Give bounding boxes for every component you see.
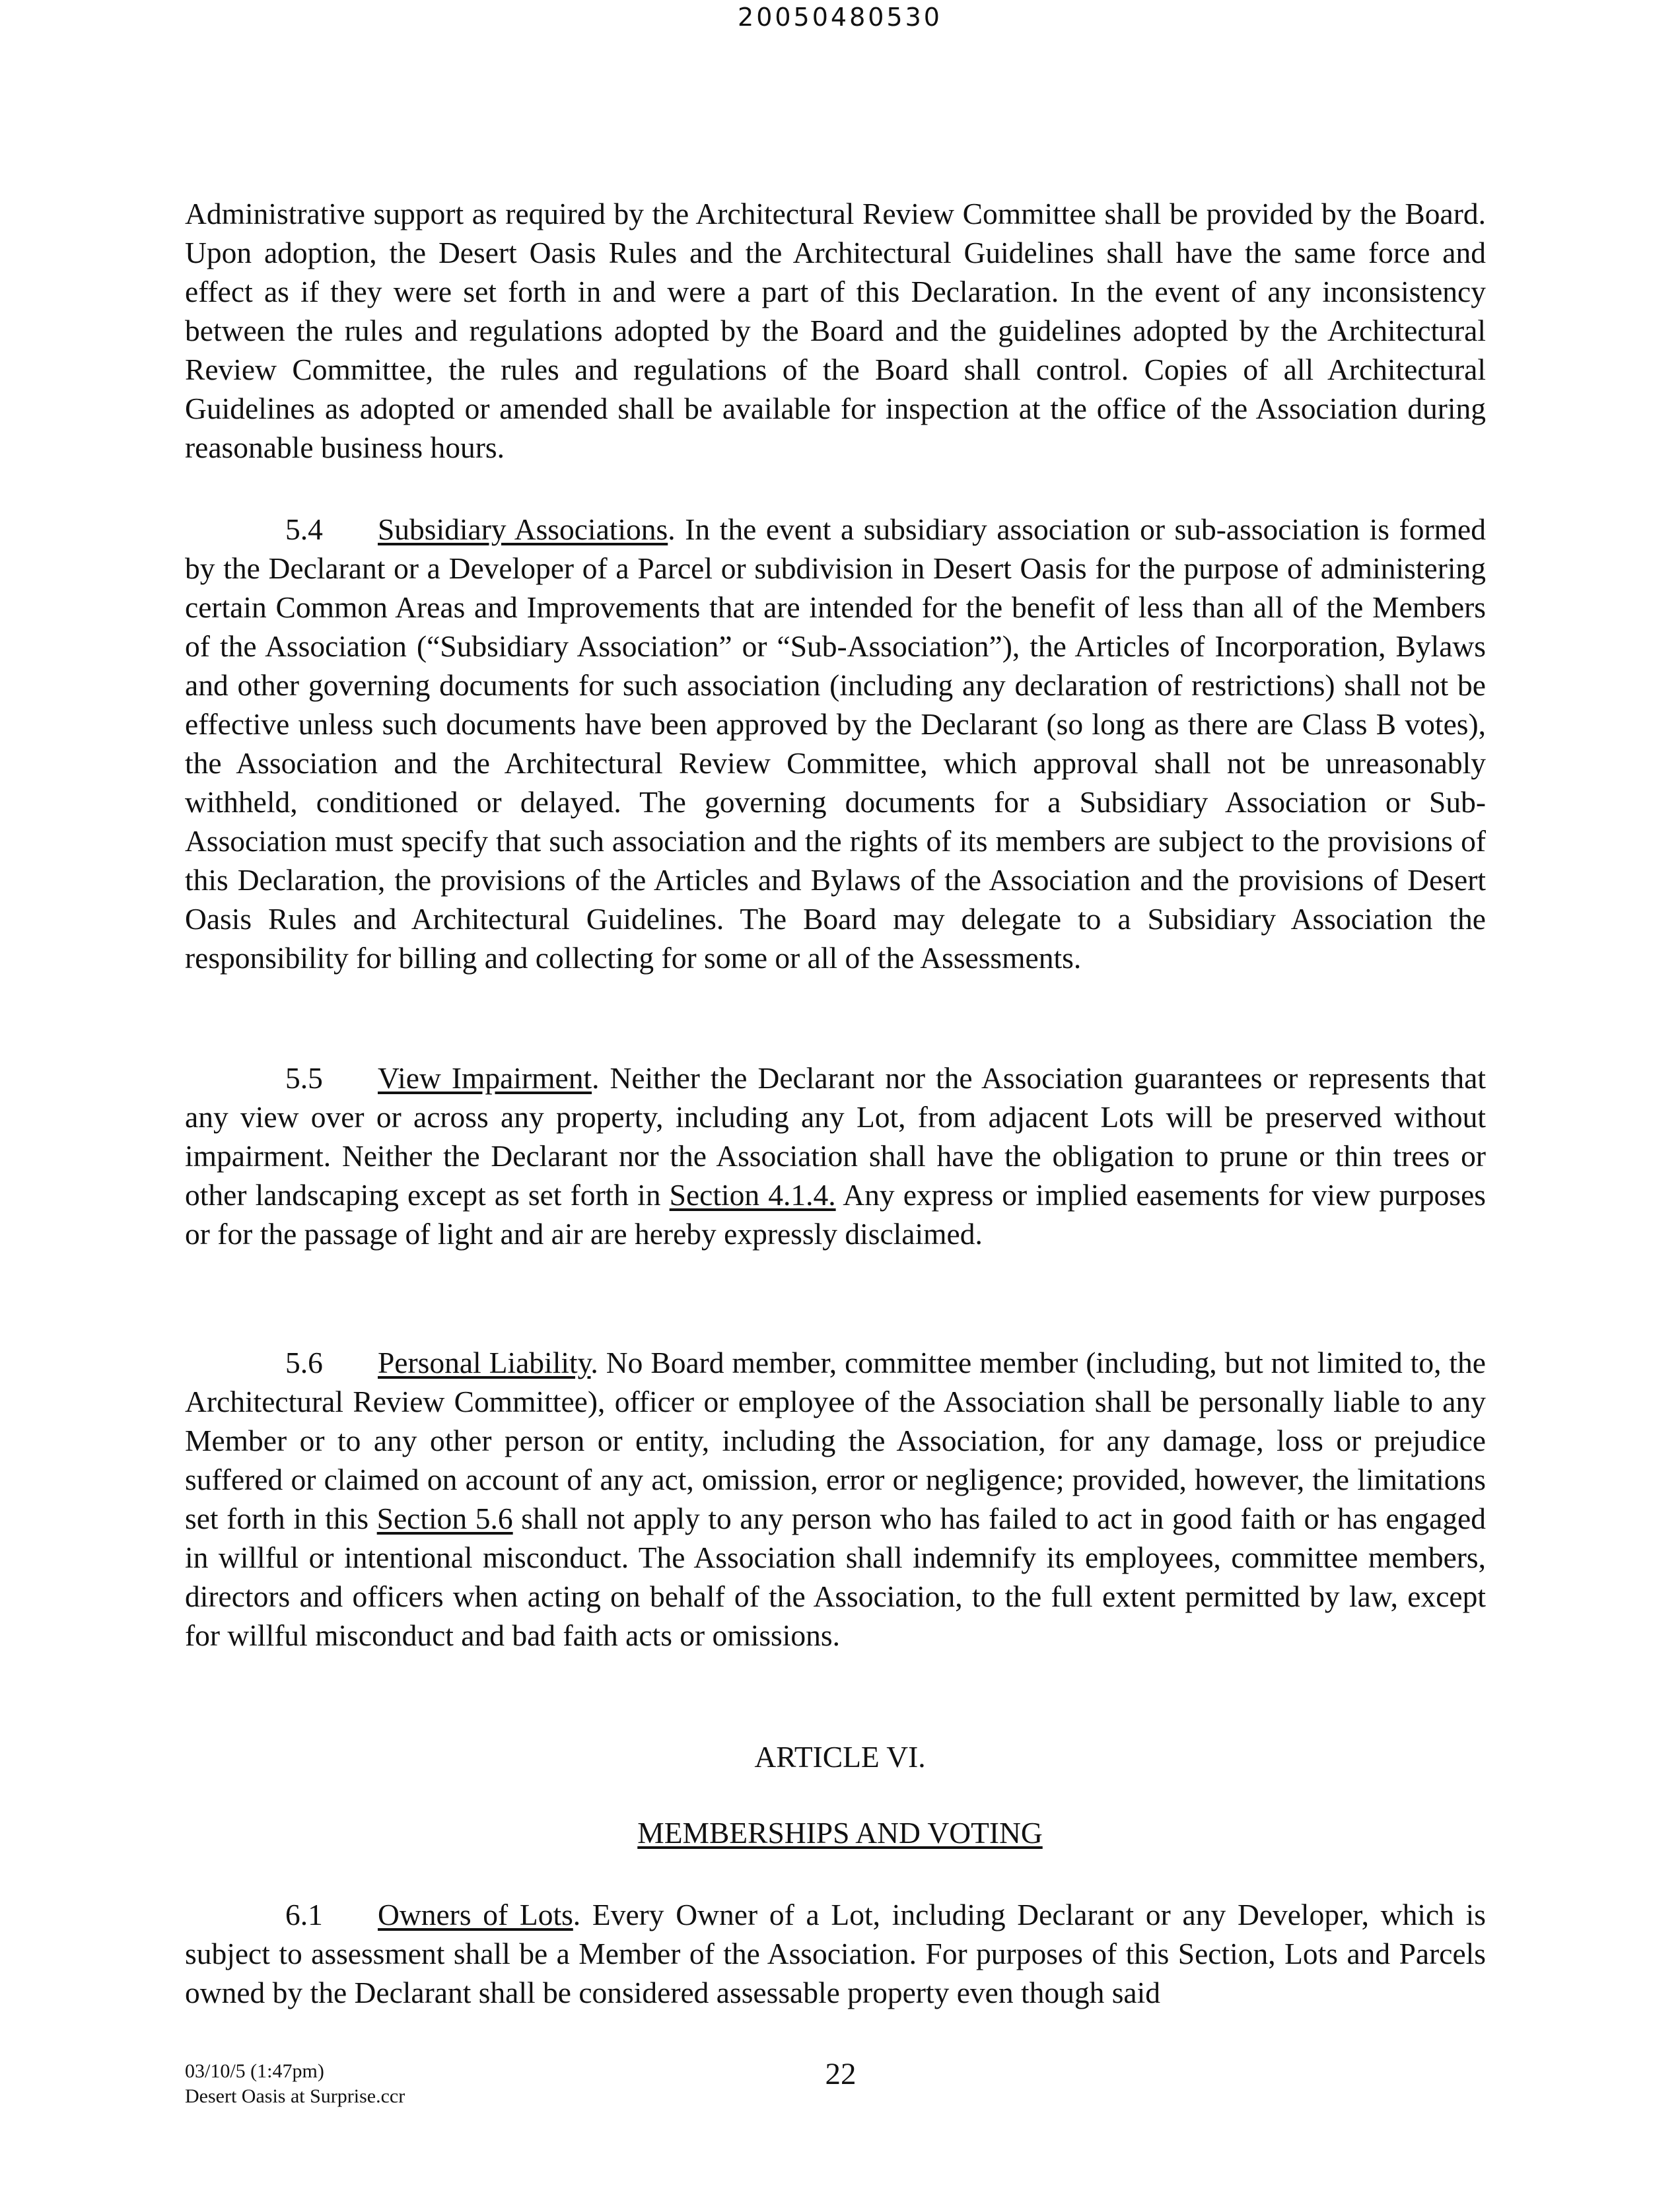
section-body: . Every Owner of a Lot, including Declarant or any Developer, which is subject to assessment shall be a Member of the Association. For purposes of this Section, Lots and Parcels owned by the Declarant shall be considered assessable property even though said <box>185 1898 1486 2009</box>
footer-filename: Desert Oasis at Surprise.ccr <box>185 2085 405 2107</box>
section-body: . In the event a subsidiary association or sub-association is formed by the Declarant or a Developer of a Parcel or subdivision in Desert Oasis for the purpose of administering certain Common Areas and Improvements that are intended for the benefit of less than all of the Members of the Association (“Subsidiary Association” or “Sub-Association”), the Articles of Incorporation, Bylaws and other governing documents for such association (including any declaration of restrictions) shall not be effective unless such documents have been approved by the Declarant (so long as there are Class B votes), the Association and the Architectural Review Committee, which approval shall not be unreasonably withheld, conditioned or delayed. The governing documents for a Subsidiary Association or Sub-Association must specify that such association and the rights of its members are subject to the provisions of this Declaration, the provisions of the Articles and Bylaws of the Association and the provisions of Desert Oasis Rules and Architectural Guidelines. The Board may delegate to a Subsidiary Association the responsibility for billing and collecting for some or all of the Assessments. <box>185 512 1486 975</box>
section-6-1 <box>185 1895 1486 2012</box>
section-number: 5.5 <box>285 1061 323 1095</box>
section-body-continued: Any express or implied easements for view purposes or for the passage of light and air are hereby expressly disclaimed. <box>185 1178 1487 1251</box>
intro-paragraph-text: Administrative support as required by the Architectural Review Committee shall be provided by the Board. Upon adoption, the Desert Oasis Rules and the Architectural Guidelines shall have the same force and effect as if they were set forth in and were a part of this Declaration. In the event of any inconsistency between the rules and regulations adopted by the Board and the guidelines adopted by the Architectural Review Committee, the rules and regulations of the Board shall control. Copies of all Architectural Guidelines as adopted or amended shall be available for inspection at the office of the Association during reasonable business hours. <box>185 197 1486 464</box>
section-body: . Neither the Declarant nor the Association guarantees or represents that any view over or across any property, including any Lot, from adjacent Lots will be preserved without impairment. Neither the Declarant nor the Association shall have the obligation to prune or thin trees or other landscaping except as set forth in <box>185 1061 1486 1212</box>
section-number: 6.1 <box>285 1898 323 1931</box>
document-number: 20050480530 <box>738 3 942 32</box>
section-title: View Impairment <box>378 1061 592 1095</box>
section-body: . No Board member, committee member (including, but not limited to, the Architectural Review Committee), officer or employee of the Association shall be personally liable to any Member or to any other person or entity, including the Association, for any damage, loss or prejudice suffered or claimed on account of any act, omission, error or negligence; provided, however, the limitations set forth in this <box>185 1346 1487 1535</box>
section-reference: Section 5.6 <box>376 1502 513 1535</box>
section-reference: Section 4.1.4. <box>669 1178 836 1212</box>
section-5-6 <box>185 1343 1486 1655</box>
section-title: Owners of Lots <box>378 1898 573 1931</box>
section-title: Subsidiary Associations <box>378 512 668 546</box>
footer-date: 03/10/5 (1:47pm) <box>185 2060 324 2082</box>
intro-paragraph <box>185 194 1486 467</box>
article-subheading <box>0 1813 1680 1852</box>
section-number: 5.6 <box>285 1346 323 1379</box>
article-heading: ARTICLE VI. <box>754 1740 926 1774</box>
page-number: 22 <box>825 2057 857 2091</box>
section-5-5 <box>185 1059 1486 1253</box>
section-5-4 <box>185 510 1486 977</box>
article-subheading-text: MEMBERSHIPS AND VOTING <box>637 1816 1043 1850</box>
section-title: Personal Liability <box>378 1346 591 1379</box>
section-number: 5.4 <box>285 512 323 546</box>
section-body-continued: shall not apply to any person who has failed to act in good faith or has engaged in willful or intentional misconduct. The Association shall indemnify its employees, committee members, directors and officers when acting on behalf of the Association, to the full extent permitted by law, except for willful misconduct and bad faith acts or omissions. <box>185 1502 1486 1652</box>
footer-info <box>185 2059 405 2109</box>
